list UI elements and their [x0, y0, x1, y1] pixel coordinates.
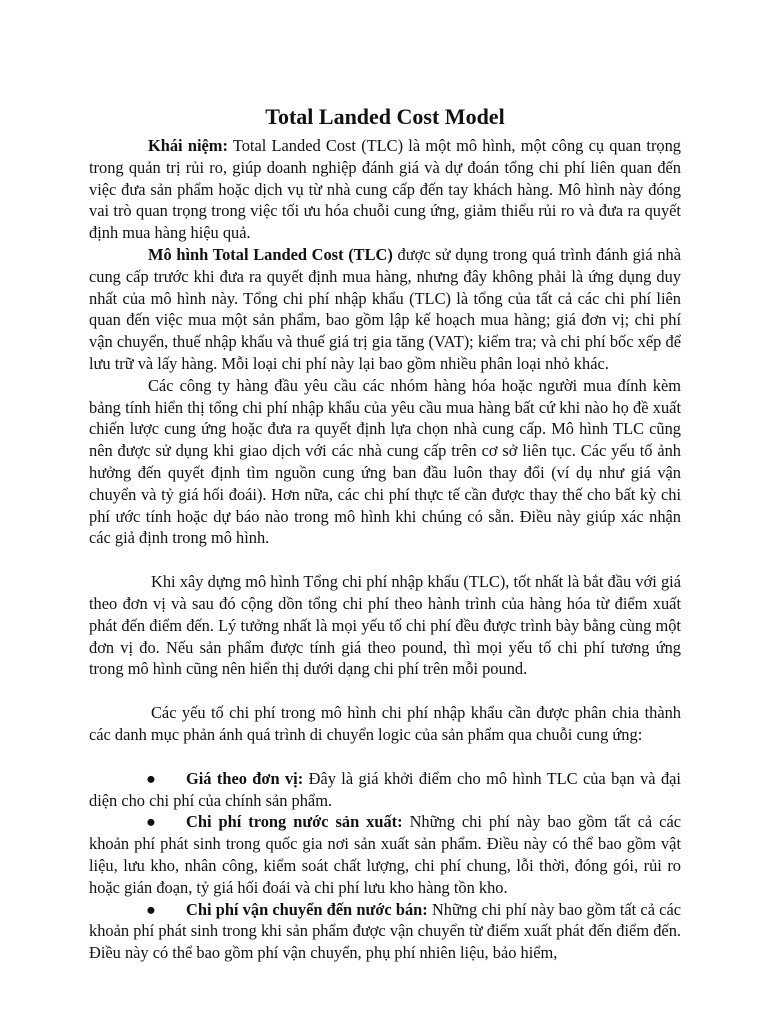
- cost-category-list: [89, 768, 681, 964]
- bullet-lead: Chi phí vận chuyển đến nước bán:: [186, 899, 428, 919]
- bullet-icon: ●: [146, 812, 156, 832]
- paragraph-cost-categories: Các yếu tố chi phí trong mô hình chi phí nhập khẩu cần được phân chia thành các danh mục phản ánh quá trình di chuyển logic của sản phẩm qua chuỗi cung ứng:: [89, 703, 681, 744]
- document-title: Total Landed Cost Model: [265, 104, 505, 129]
- paragraph-building-model: Khi xây dựng mô hình Tổng chi phí nhập khẩu (TLC), tốt nhất là bắt đầu với giá theo đơn vị và sau đó cộng dồn tổng chi phí theo hành trình của hàng hóa từ điểm xuất phát đến điểm đến. Lý tưởng nhất là mọi yếu tố chi phí đều được trình bày bằng cùng một đơn vị đo. Nếu sản phẩm được tính giá theo pound, thì mọi yếu tố chi phí tương ứng trong mô hình cũng nên hiển thị dưới dạng chi phí trên mỗi pound.: [89, 572, 681, 679]
- bullet-lead: Chi phí trong nước sản xuất:: [186, 812, 403, 832]
- bullet-text: Những chi phí này bao gồm tất cả các khoản phí phát sinh trong khi sản phẩm được vận chuyển từ điểm xuất phát đến điểm đến. Điều này có thể bao gồm phí vận chuyển, phụ phí nhiên liệu, bảo hiểm,: [89, 899, 681, 963]
- paragraph-tlc-model: [89, 244, 681, 375]
- bullet-text: Đây là giá khởi điểm cho mô hình TLC của bạn và đại diện cho chi phí của chính sản phẩm.: [89, 768, 681, 810]
- tlc-model-lead: Mô hình Total Landed Cost (TLC): [148, 244, 393, 264]
- list-item: [89, 899, 681, 964]
- definition-text: Total Landed Cost (TLC) là một mô hình, một công cụ quan trọng trong quản trị rủi ro, giúp doanh nghiệp đánh giá và dự đoán tổng chi phí liên quan đến việc đưa sản phẩm hoặc dịch vụ từ nhà cung cấp đến tay khách hàng. Mô hình này đóng vai trò quan trọng trong việc tối ưu hóa chuỗi cung ứng, giảm thiểu rủi ro và đưa ra quyết định mua hàng hiệu quả.: [89, 136, 681, 243]
- list-item: [89, 768, 681, 812]
- list-item: [89, 811, 681, 898]
- paragraph-definition: [89, 135, 681, 244]
- bullet-icon: ●: [146, 768, 156, 788]
- bullet-text: Những chi phí này bao gồm tất cả các khoản phí phát sinh trong quốc gia nơi sản xuất sản phẩm. Điều này có thể bao gồm vật liệu, lưu kho, nhân công, kiểm soát chất lượng, chi phí chung, lỗi thời, đóng gói, rủi ro hoặc gián đoạn, tỷ giá hối đoái và chi phí lưu kho hàng tồn kho.: [89, 812, 681, 897]
- paragraph-leading-companies: Các công ty hàng đầu yêu cầu các nhóm hàng hóa hoặc người mua đính kèm bảng tính hiển thị tổng chi phí nhập khẩu của yêu cầu mua hàng bất cứ khi nào họ đề xuất chiến lược cung ứng hoặc đưa ra quyết định lựa chọn nhà cung cấp. Mô hình TLC cũng nên được sử dụng khi giao dịch với các nhà cung cấp trên cơ sở liên tục. Các yếu tố ảnh hưởng đến quyết định tìm nguồn cung ứng ban đầu luôn thay đổi (ví dụ như giá vận chuyển và tỷ giá hối đoái). Hơn nữa, các chi phí thực tế cần được thay thế cho bất kỳ chi phí ước tính hoặc dự báo nào trong mô hình khi chúng có sẵn. Điều này giúp xác nhận các giả định trong mô hình.: [89, 375, 681, 548]
- bullet-icon: ●: [146, 899, 156, 919]
- definition-lead: Khái niệm:: [148, 136, 228, 155]
- bullet-lead: Giá theo đơn vị:: [186, 768, 304, 788]
- tlc-model-text: được sử dụng trong quá trình đánh giá nhà cung cấp trước khi đưa ra quyết định mua hàng, nhưng đây không phải là ứng dụng duy nhất của mô hình này. Tổng chi phí nhập khẩu (TLC) là tổng của tất cả các chi phí liên quan đến việc mua một sản phẩm, bao gồm lập kế hoạch mua hàng; giá đơn vị; chi phí vận chuyển, thuế nhập khẩu và thuế giá trị gia tăng (VAT); kiểm tra; và chi phí bốc xếp để lưu trữ và lấy hàng. Mỗi loại chi phí này lại bao gồm nhiều phân loại nhỏ khác.: [89, 244, 682, 373]
